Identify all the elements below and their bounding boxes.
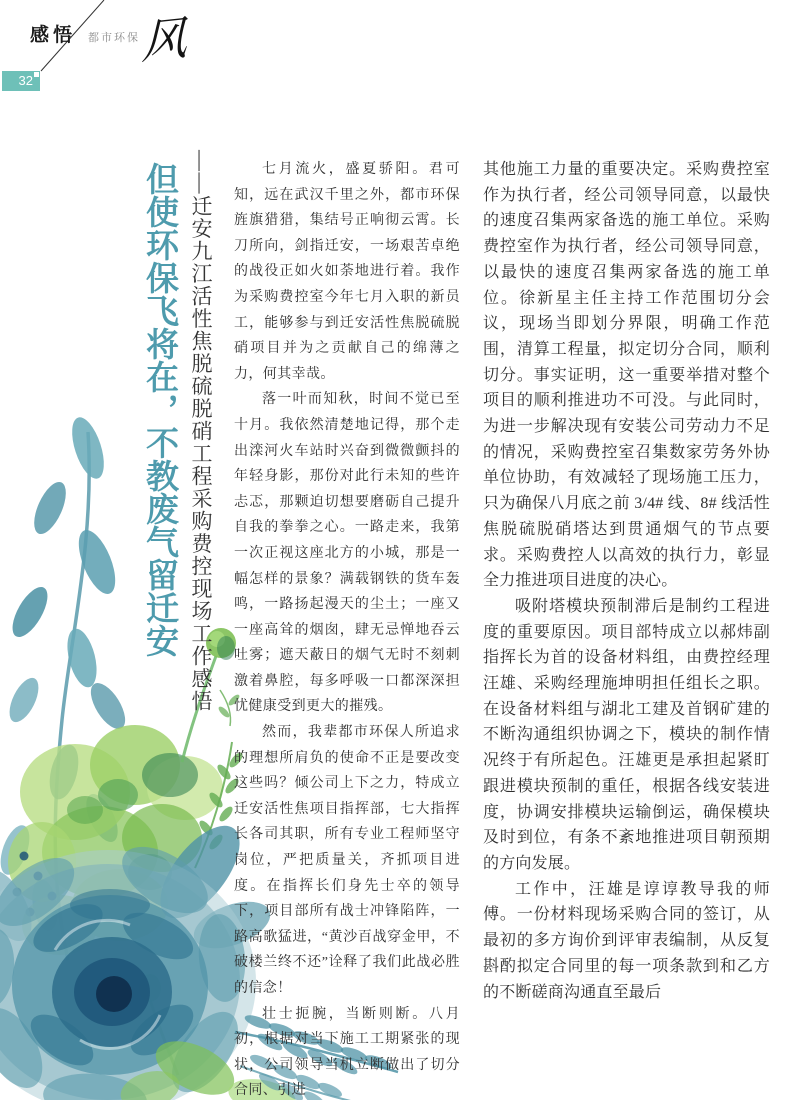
- magazine-name: 都市环保: [88, 32, 140, 44]
- page-number-badge: [2, 71, 40, 91]
- body-paragraph: 然而，我辈都市环保人所追求的理想所肩负的使命不正是要改变这些吗？倾公司上下之力，特成立迁安活性焦项目指挥部，七大指挥长各司其职，所有专业工程师坚守岗位，严把质量关，齐抓项目进度。在指挥长们身先士卒的领导下，项目部所有战士冲锋陷阵，一路高歌猛进，“黄沙百战穿金甲，不破楼兰终不还”诠释了我们此战必胜的信念！: [234, 725, 460, 996]
- body-paragraph: 吸附塔模块预制滞后是制约工程进度的重要原因。项目部特成立以郝炜副指挥长为首的设备材料组，由费控经理汪雄、采购经理施坤明担任组长之职。在设备材料组与湖北工建及首钢矿建的不断沟通组织协调之下，模块的制作情况终于有所起色。汪雄更是承担起紧盯跟进模块预制的重任，根据各线安装进度，协调安排模块运输倒运，确保模块及时到位，有条不紊地推进项目朝预期的方向发展。: [483, 597, 770, 872]
- body-paragraph: 落一叶而知秋，时间不觉已至十月。我依然清楚地记得，那个走出滦河火车站时兴奋到微微颤抖的年轻身影，那份对此行未知的些许忐忑，那颗迫切想要磨砺自己提升自我的拳拳之心。一路走来，我第一次正视这座北方的小城，那是一幅怎样的景象？满载钢铁的货车轰鸣，一路扬起漫天的尘土；一座又一座高耸的烟囱，肆无忌惮地吞云吐雾；遮天蔽日的烟气无时不刻刺激着鼻腔，每多呼吸一口都深深担忧健康受到更大的摧残。: [234, 392, 460, 715]
- body-paragraph: 其他施工力量的重要决定。采购费控室作为执行者，经公司领导同意，以最快的速度召集两家备选的施工单位。采购费控室作为执行者，经公司领导同意，以最快的速度召集两家备选的施工单位。徐新星主任主持工作范围切分会议，现场当即划分界限，明确工作范围，清算工程量，拟定切分合同，顺利切分。事实证明，这一重要举措对整个项目的顺利推进功不可没。与此同时，为进一步解决现有安装公司劳动力不足的情况，采购费控室召集数家劳务外协单位协助，有效减轻了现场施工压力，只为确保八月底之前 3/4# 线、8# 线活性焦脱硫脱硝塔达到贯通烟气的节点要求。采购费控人以高效的执行力，彰显全力推进项目进度的决心。: [483, 161, 770, 590]
- article-subtitle: ——迁安九江活性焦脱硫脱硝工程采购费控现场工作感悟: [189, 150, 213, 713]
- text-column-1: [234, 157, 460, 1100]
- body-paragraph: 七月流火，盛夏骄阳。君可知，远在武汉千里之外，都市环保旌旗猎猎，集结号正响彻云霄。长刀所向，剑指迁安，一场艰苦卓绝的战役正如火如荼地进行着。我作为采购费控室今年七月入职的新员工，能够参与到迁安活性焦脱硫脱硝项目并为之贡献自己的绵薄之力，何其幸哉。: [234, 162, 460, 382]
- page-number: 32: [18, 73, 33, 88]
- text-column-2: [483, 157, 770, 1100]
- article-body: [234, 157, 770, 1100]
- article-title: 但使环保飞将在，不教废气留迁安: [142, 162, 179, 657]
- page-number-notch: [34, 72, 39, 77]
- body-paragraph: 壮士扼腕，当断则断。八月初，根据对当下施工工期紧张的现状，公司领导当机立断做出了切分合同、引进: [234, 1006, 460, 1099]
- body-paragraph: 工作中，汪雄是谆谆教导我的师傅。一份材料现场采购合同的签订，从最初的多方询价到评审表编制，从反复斟酌拟定合同里的每一项条款到和乙方的不断磋商沟通直至最后: [483, 880, 770, 1001]
- section-label: 感悟: [30, 25, 77, 46]
- magazine-logo-calligraphy: 风: [141, 10, 187, 70]
